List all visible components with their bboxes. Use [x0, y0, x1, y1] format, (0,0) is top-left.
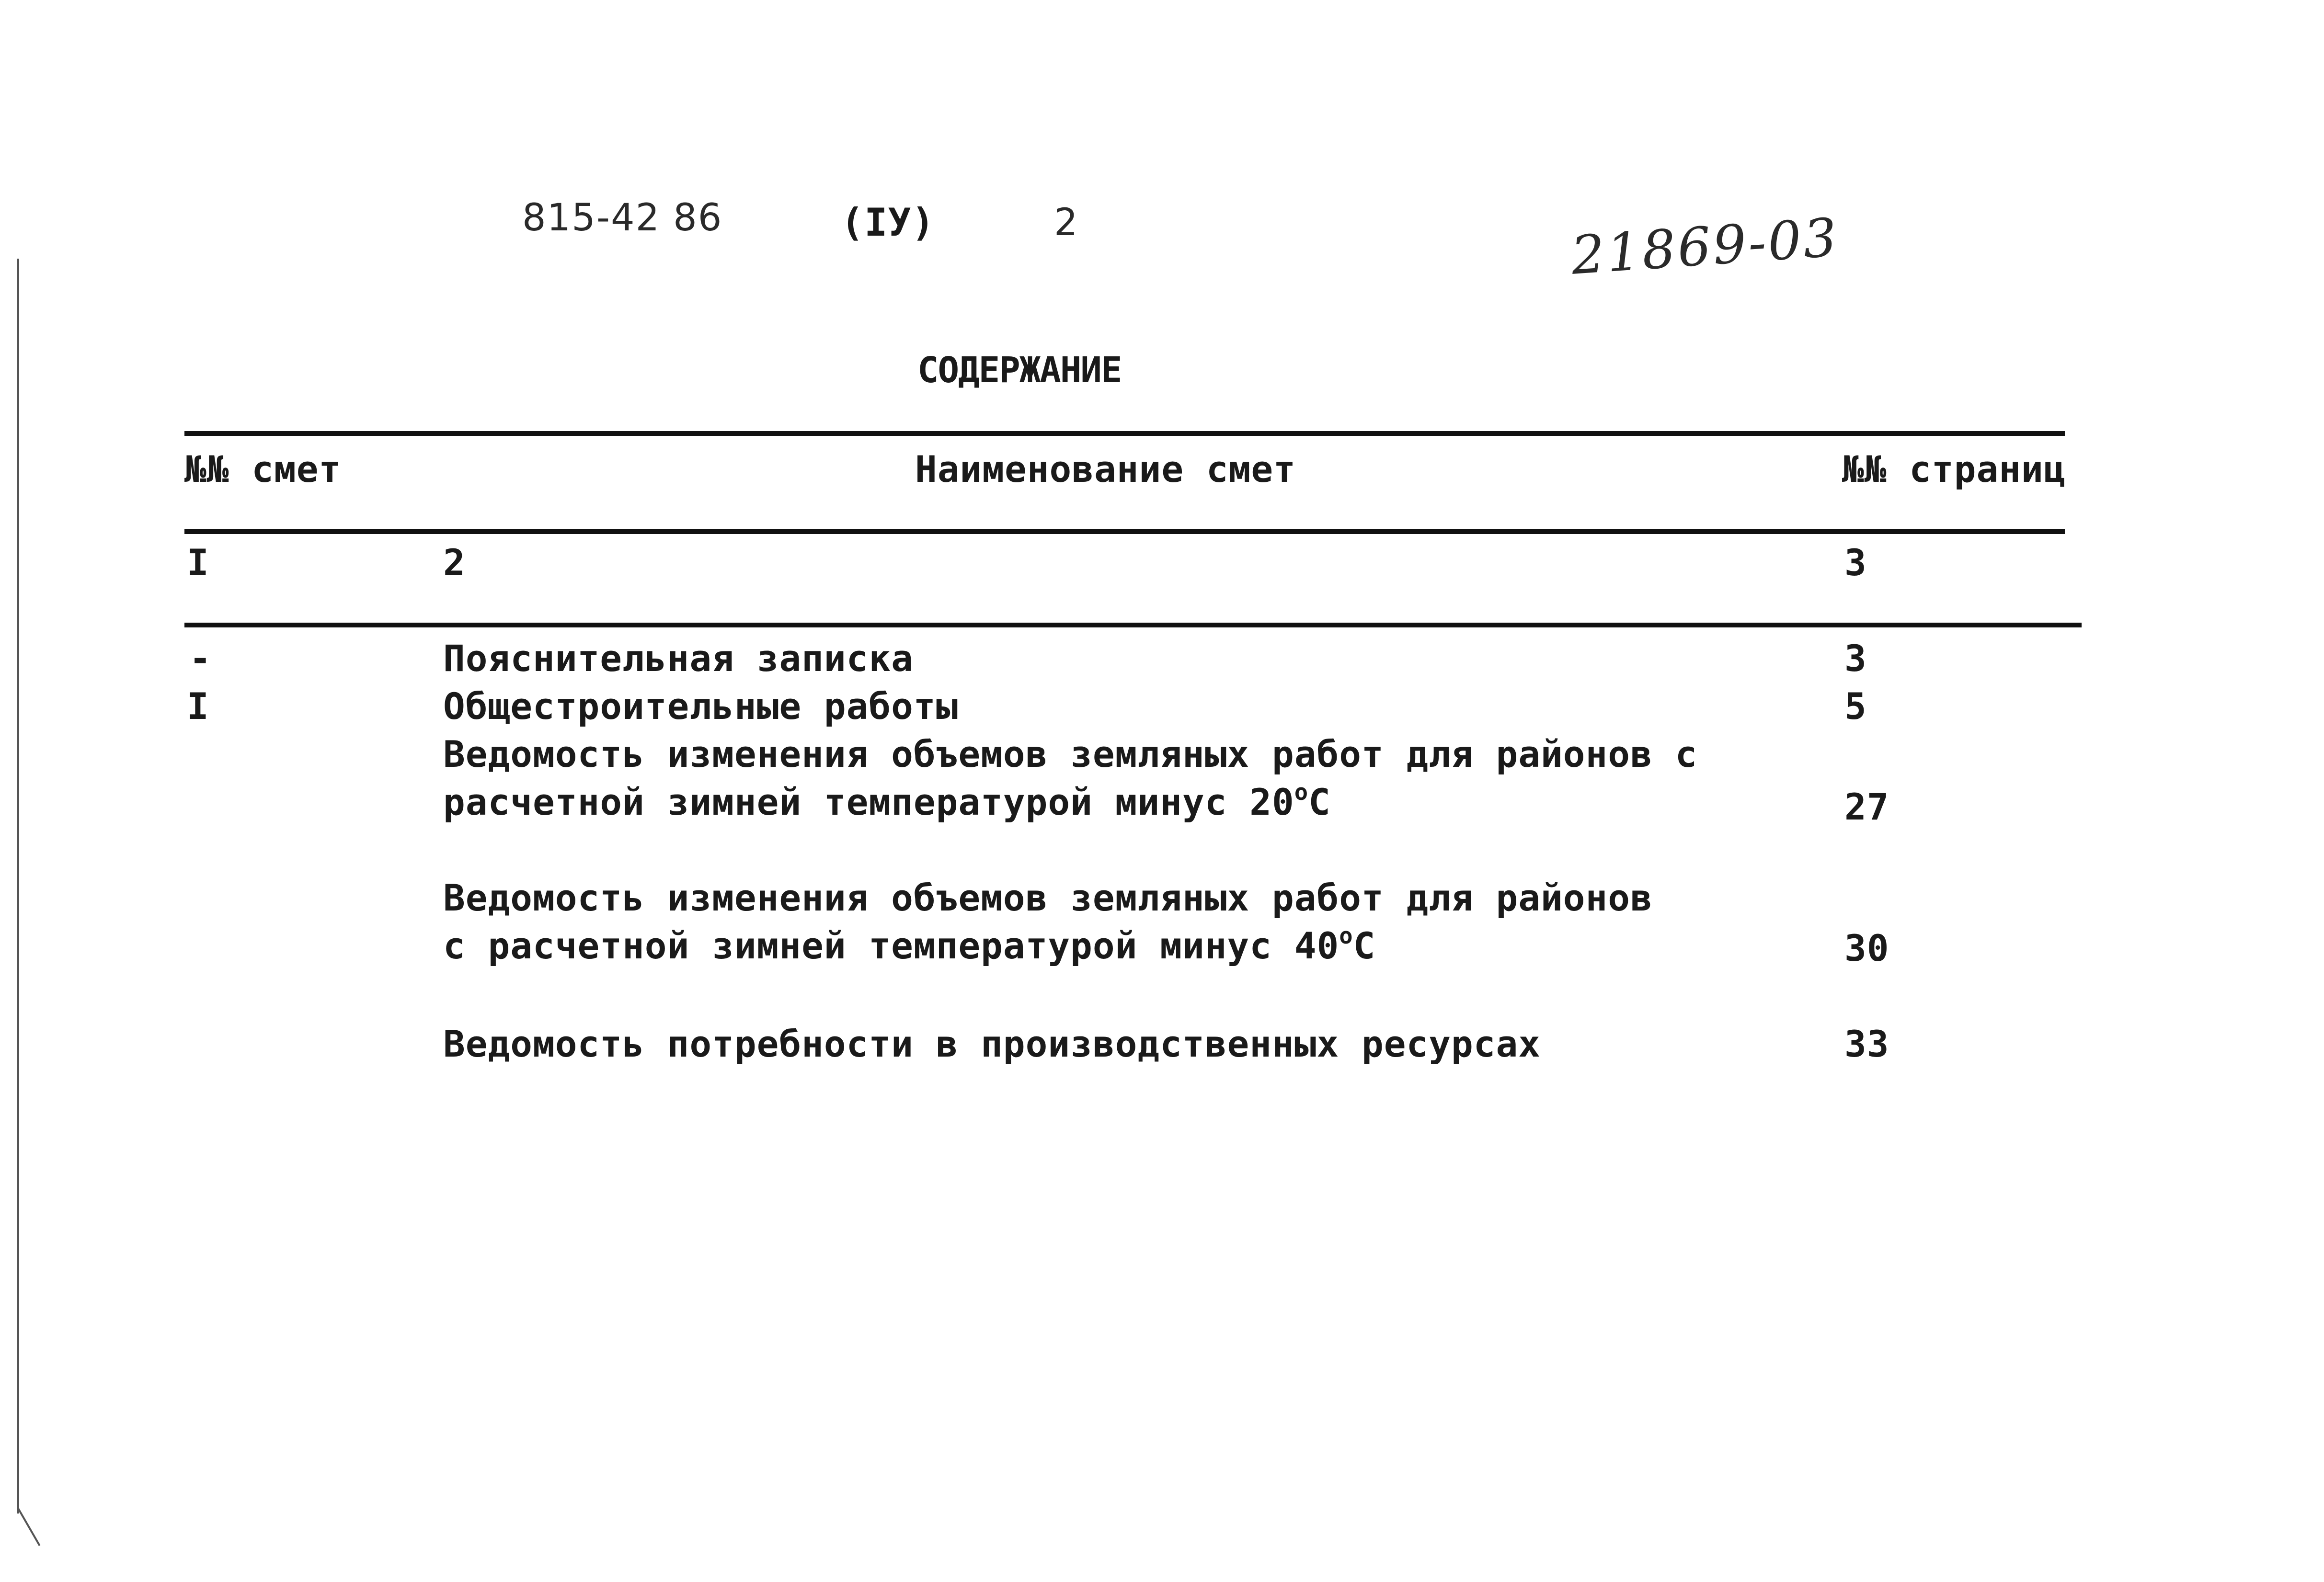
row-3-name-line-2-text: расчетной зимней температурой минус 20 — [443, 781, 1294, 823]
volume-label: (IУ) — [841, 200, 935, 245]
page-number: 2 — [1054, 201, 1079, 244]
row-4-name-line-1: Ведомость изменения объемов земляных работ для районов — [443, 876, 1653, 919]
row-1-page: 3 — [1844, 637, 1867, 680]
page-title: СОДЕРЖАНИЕ — [917, 350, 1122, 391]
degree-symbol-2: o — [1339, 922, 1353, 949]
archive-number: 21869-03 — [1569, 206, 1841, 286]
row-2-number: I — [187, 685, 209, 728]
column-number-1: I — [187, 541, 209, 584]
numbers-bottom-rule — [184, 623, 2082, 627]
row-1-number: - — [189, 637, 212, 680]
row-3-name-line-2 — [443, 781, 1331, 823]
row-3-unit: C — [1308, 781, 1331, 823]
column-number-3: 3 — [1844, 541, 1867, 584]
row-2-name: Общестроительные работы — [443, 685, 959, 728]
degree-symbol-1: o — [1294, 779, 1309, 806]
header-bottom-rule — [184, 529, 2065, 534]
row-4-page: 30 — [1844, 927, 1889, 969]
row-4-unit: C — [1353, 924, 1376, 967]
column-number-2: 2 — [443, 541, 466, 584]
row-3-page: 27 — [1844, 785, 1889, 828]
margin-line — [17, 259, 19, 1514]
margin-line-tail — [17, 1508, 40, 1546]
row-3-name-line-1: Ведомость изменения объемов земляных работ для районов с — [443, 733, 1698, 775]
table-top-rule — [184, 431, 2065, 436]
row-5-page: 33 — [1844, 1023, 1889, 1065]
row-4-name-line-2-text: с расчетной зимней температурой минус 40 — [443, 924, 1339, 967]
row-2-page: 5 — [1844, 685, 1867, 728]
column-header-estimate-number: №№ смет — [184, 448, 342, 490]
doc-code: 815-42 86 — [522, 196, 723, 239]
row-5-name: Ведомость потребности в производственных ресурсах — [443, 1023, 1541, 1065]
row-4-name-line-2 — [443, 924, 1375, 967]
column-header-page-number: №№ страниц — [1842, 448, 2066, 490]
column-header-estimate-name: Наименование смет — [915, 448, 1296, 490]
row-1-name: Пояснительная записка — [443, 637, 914, 680]
